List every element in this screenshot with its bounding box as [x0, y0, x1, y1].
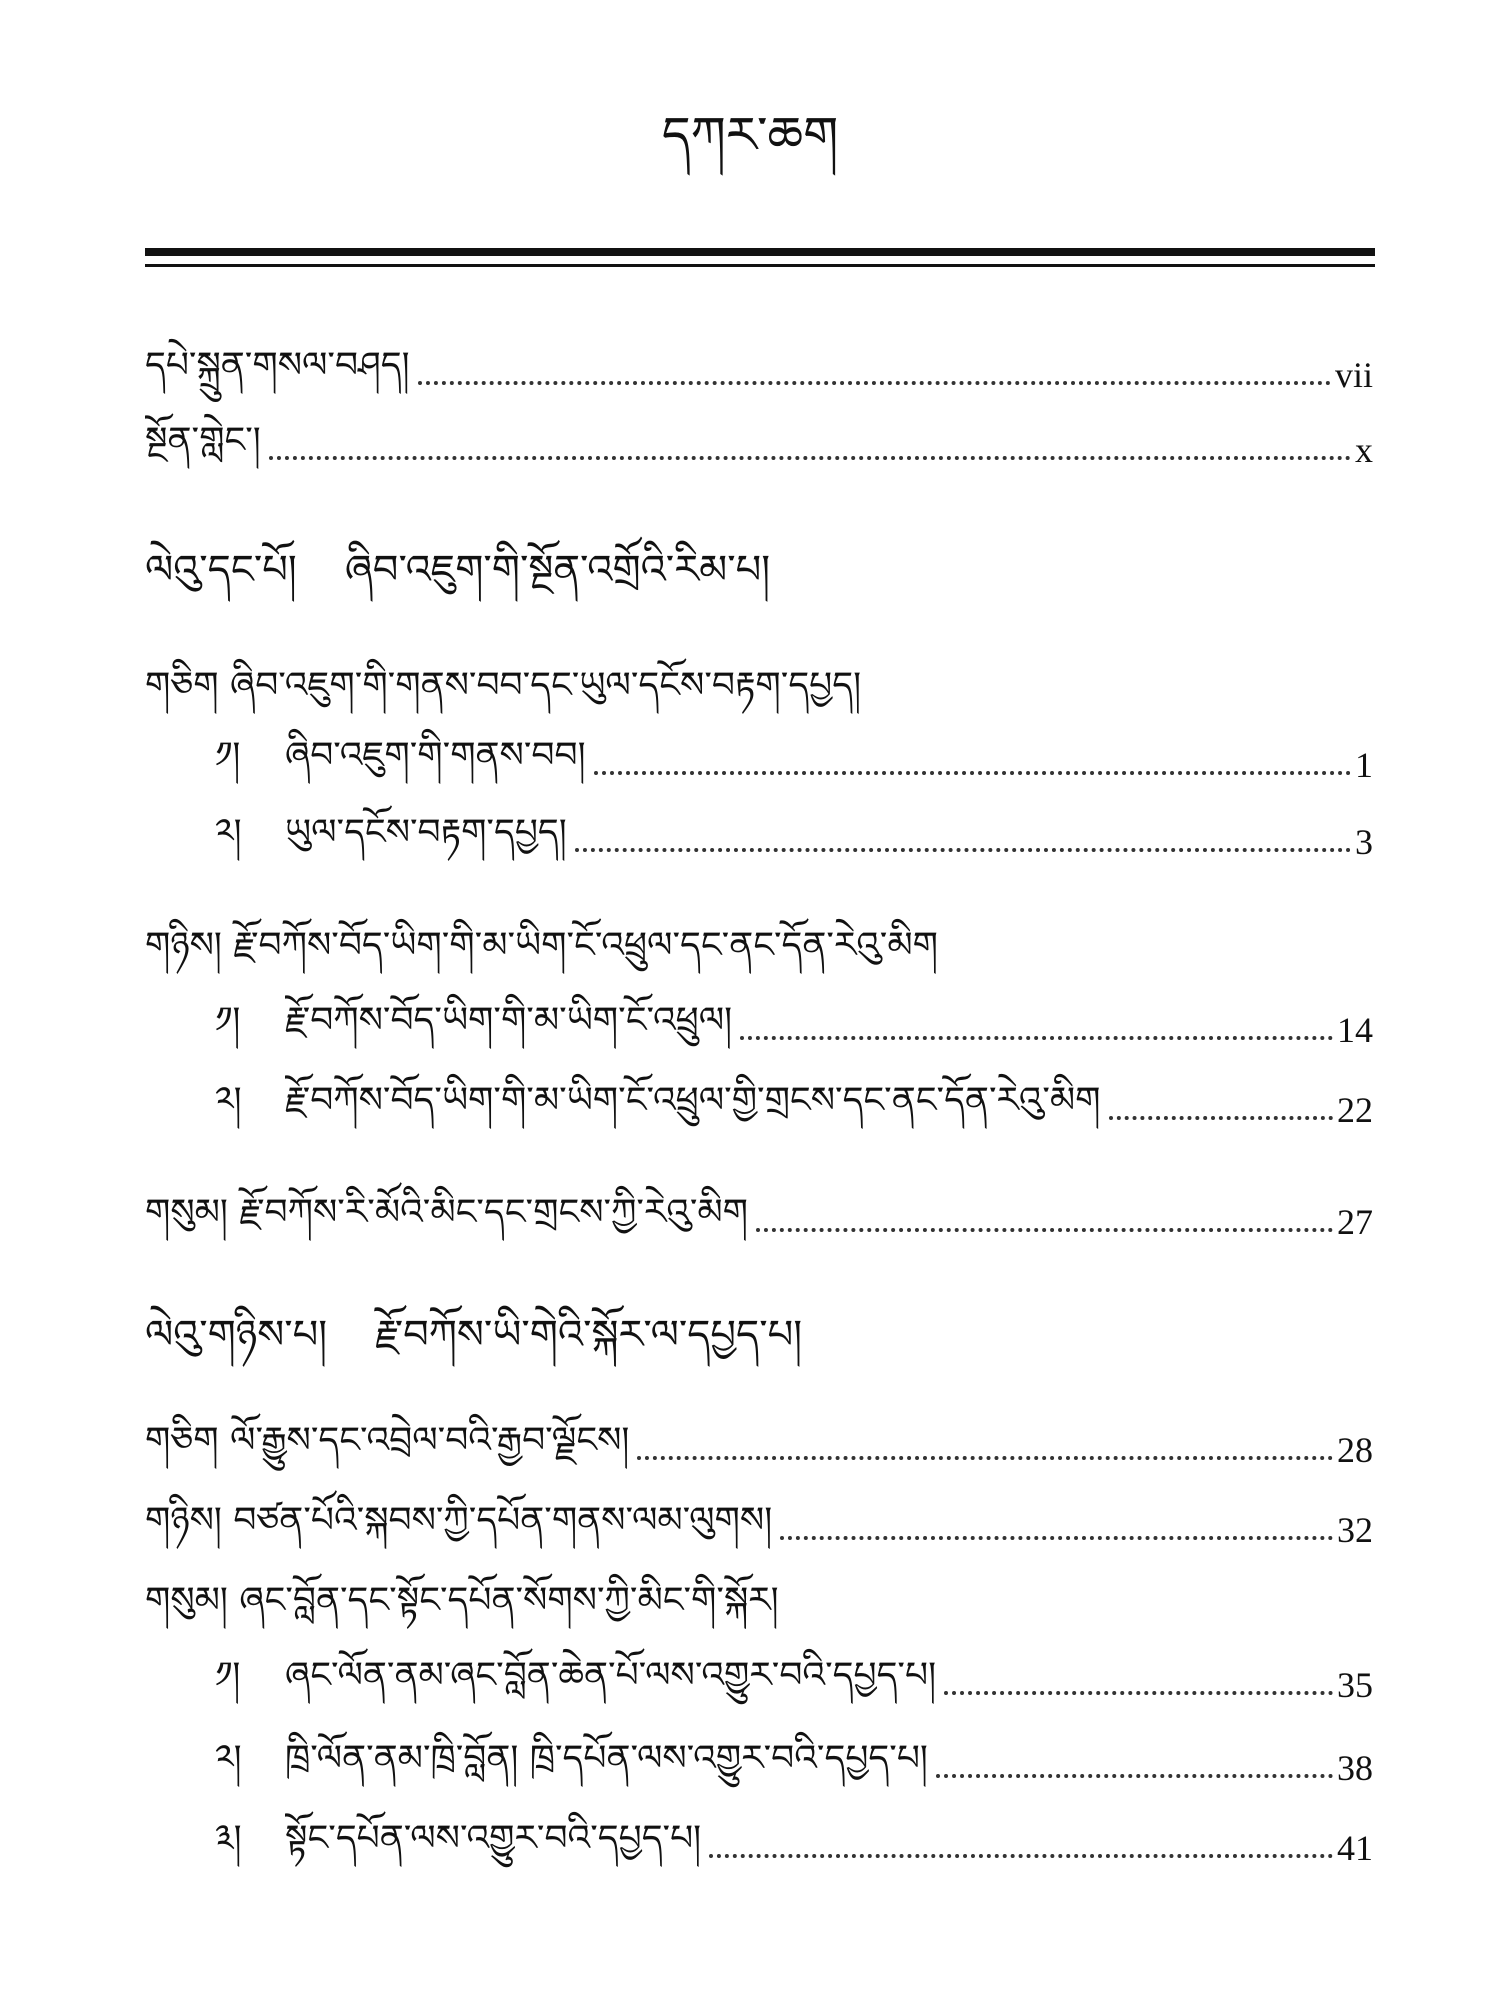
leader-dots	[269, 456, 1351, 460]
toc-entry-publisher-note[interactable]	[145, 345, 1373, 405]
item-number: ༢།	[215, 1080, 242, 1121]
leader-dots	[418, 381, 1331, 385]
page-number: 38	[1337, 1748, 1373, 1788]
chapter-1-heading	[145, 545, 1373, 615]
leader-dots	[740, 1036, 1333, 1040]
page-number: x	[1355, 430, 1373, 470]
toc-entry-ch1-s1-i1[interactable]	[215, 735, 1373, 795]
leader-dots	[594, 771, 1351, 775]
toc-entry-ch1-s2-i2[interactable]	[215, 1080, 1373, 1140]
page-number: 22	[1337, 1090, 1373, 1130]
toc-entry-preface[interactable]	[145, 420, 1373, 480]
title-rule-thick	[145, 248, 1375, 256]
item-number: ༡།	[215, 1655, 241, 1696]
toc-entry-label: རྗོ་བཀོས་བོད་ཡིག་གི་མ་ཡིག་ངོ་འཕྲུལ་གྱི་གྲངས་དང་ནང་དོན་རེའུ་མིག	[285, 1080, 1101, 1121]
chapter-title: ཞིབ་འཇུག་གི་སྔོན་འགྲོའི་རིམ་པ།	[344, 546, 771, 593]
toc-entry-label: གཅིག ལོ་རྒྱུས་དང་འབྲེལ་བའི་རྒྱབ་ལྗོངས།	[145, 1420, 630, 1461]
toc-entry-ch2-s3-i1[interactable]	[215, 1655, 1373, 1715]
toc-entry-ch2-s3-i2[interactable]	[215, 1738, 1373, 1798]
toc-entry-label: ཞིབ་འཇུག་གི་གནས་བབ།	[285, 735, 586, 776]
toc-entry-ch1-s2-i1[interactable]	[215, 1000, 1373, 1060]
toc-entry-label: ཁྲི་ལོན་ནམ་ཁྲི་བློན། ཁྲི་དཔོན་ལས་འགྱུར་བའི་དཔྱད་པ།	[285, 1738, 928, 1779]
toc-entry-label: ཡུལ་དངོས་བརྟག་དཔྱད།	[285, 812, 567, 853]
chapter-title: རྗོ་བཀོས་ཡི་གེའི་སྐོར་ལ་དཔྱད་པ།	[375, 1311, 803, 1358]
chapter-number: ལེའུ་དང་པོ།	[145, 546, 297, 593]
leader-dots	[936, 1774, 1333, 1778]
toc-entry-label: སྟོང་དཔོན་ལས་འགྱུར་བའི་དཔྱད་པ།	[285, 1818, 702, 1859]
toc-entry-label: གསུམ། རྗོ་བཀོས་རི་མོའི་མིང་དང་གྲངས་ཀྱི་རེའུ་མིག	[145, 1192, 748, 1233]
chapter-2-heading	[145, 1310, 1373, 1380]
page-number: 3	[1355, 822, 1373, 862]
page-number: 35	[1337, 1665, 1373, 1705]
leader-dots	[637, 1456, 1333, 1460]
page-number: 27	[1337, 1202, 1373, 1242]
leader-dots	[709, 1854, 1333, 1858]
page-number: 14	[1337, 1010, 1373, 1050]
leader-dots	[756, 1228, 1333, 1232]
leader-dots	[575, 848, 1351, 852]
page-number: 28	[1337, 1430, 1373, 1470]
toc-title: དཀར་ཆག	[661, 106, 839, 164]
toc-entry-ch2-s2[interactable]	[145, 1500, 1373, 1560]
toc-entry-ch1-s1-i2[interactable]	[215, 812, 1373, 872]
toc-entry-label: དཔེ་སྐྲུན་གསལ་བཤད།	[145, 345, 410, 386]
item-number: ༢།	[215, 1738, 242, 1779]
toc-entry-label: གཉིས། བཙན་པོའི་སྐབས་ཀྱི་དཔོན་གནས་ལམ་ལུགས།	[145, 1500, 773, 1541]
toc-entry-ch2-s1[interactable]	[145, 1420, 1373, 1480]
section-label: གསུམ། ཞང་བློན་དང་སྟོང་དཔོན་སོགས་ཀྱི་མིང་གི་སྐོར།	[145, 1580, 779, 1621]
section-label: གཅིག ཞིབ་འཇུག་གི་གནས་བབ་དང་ཡུལ་དངོས་བརྟག་དཔྱད།	[145, 665, 862, 706]
toc-entry-label: སྔོན་གླེང་།	[145, 420, 261, 461]
page-number: 41	[1337, 1828, 1373, 1868]
section-label: གཉིས། རྗོ་བཀོས་བོད་ཡིག་གི་མ་ཡིག་ངོ་འཕྲུལ་དང་ནང་དོན་རེའུ་མིག	[145, 925, 938, 966]
page-number: 1	[1355, 745, 1373, 785]
page-number: vii	[1334, 355, 1373, 395]
chapter-number: ལེའུ་གཉིས་པ།	[145, 1311, 328, 1358]
toc-entry-ch2-s3-i3[interactable]	[215, 1818, 1373, 1878]
item-number: ༣།	[215, 1818, 242, 1859]
page-number: 32	[1337, 1510, 1373, 1550]
toc-entry-label: རྗོ་བཀོས་བོད་ཡིག་གི་མ་ཡིག་ངོ་འཕྲུལ།	[285, 1000, 733, 1041]
leader-dots	[780, 1536, 1333, 1540]
item-number: ༡།	[215, 1000, 241, 1041]
item-number: ༢།	[215, 812, 242, 853]
leader-dots	[944, 1691, 1333, 1695]
toc-entry-label: ཞང་ལོན་ནམ་ཞང་བློན་ཆེན་པོ་ལས་འགྱུར་བའི་དཔྱད་པ།	[285, 1655, 937, 1696]
toc-entry-ch1-s3[interactable]	[145, 1192, 1373, 1252]
leader-dots	[1109, 1116, 1333, 1120]
title-rule-thin	[145, 264, 1375, 267]
item-number: ༡།	[215, 735, 241, 776]
